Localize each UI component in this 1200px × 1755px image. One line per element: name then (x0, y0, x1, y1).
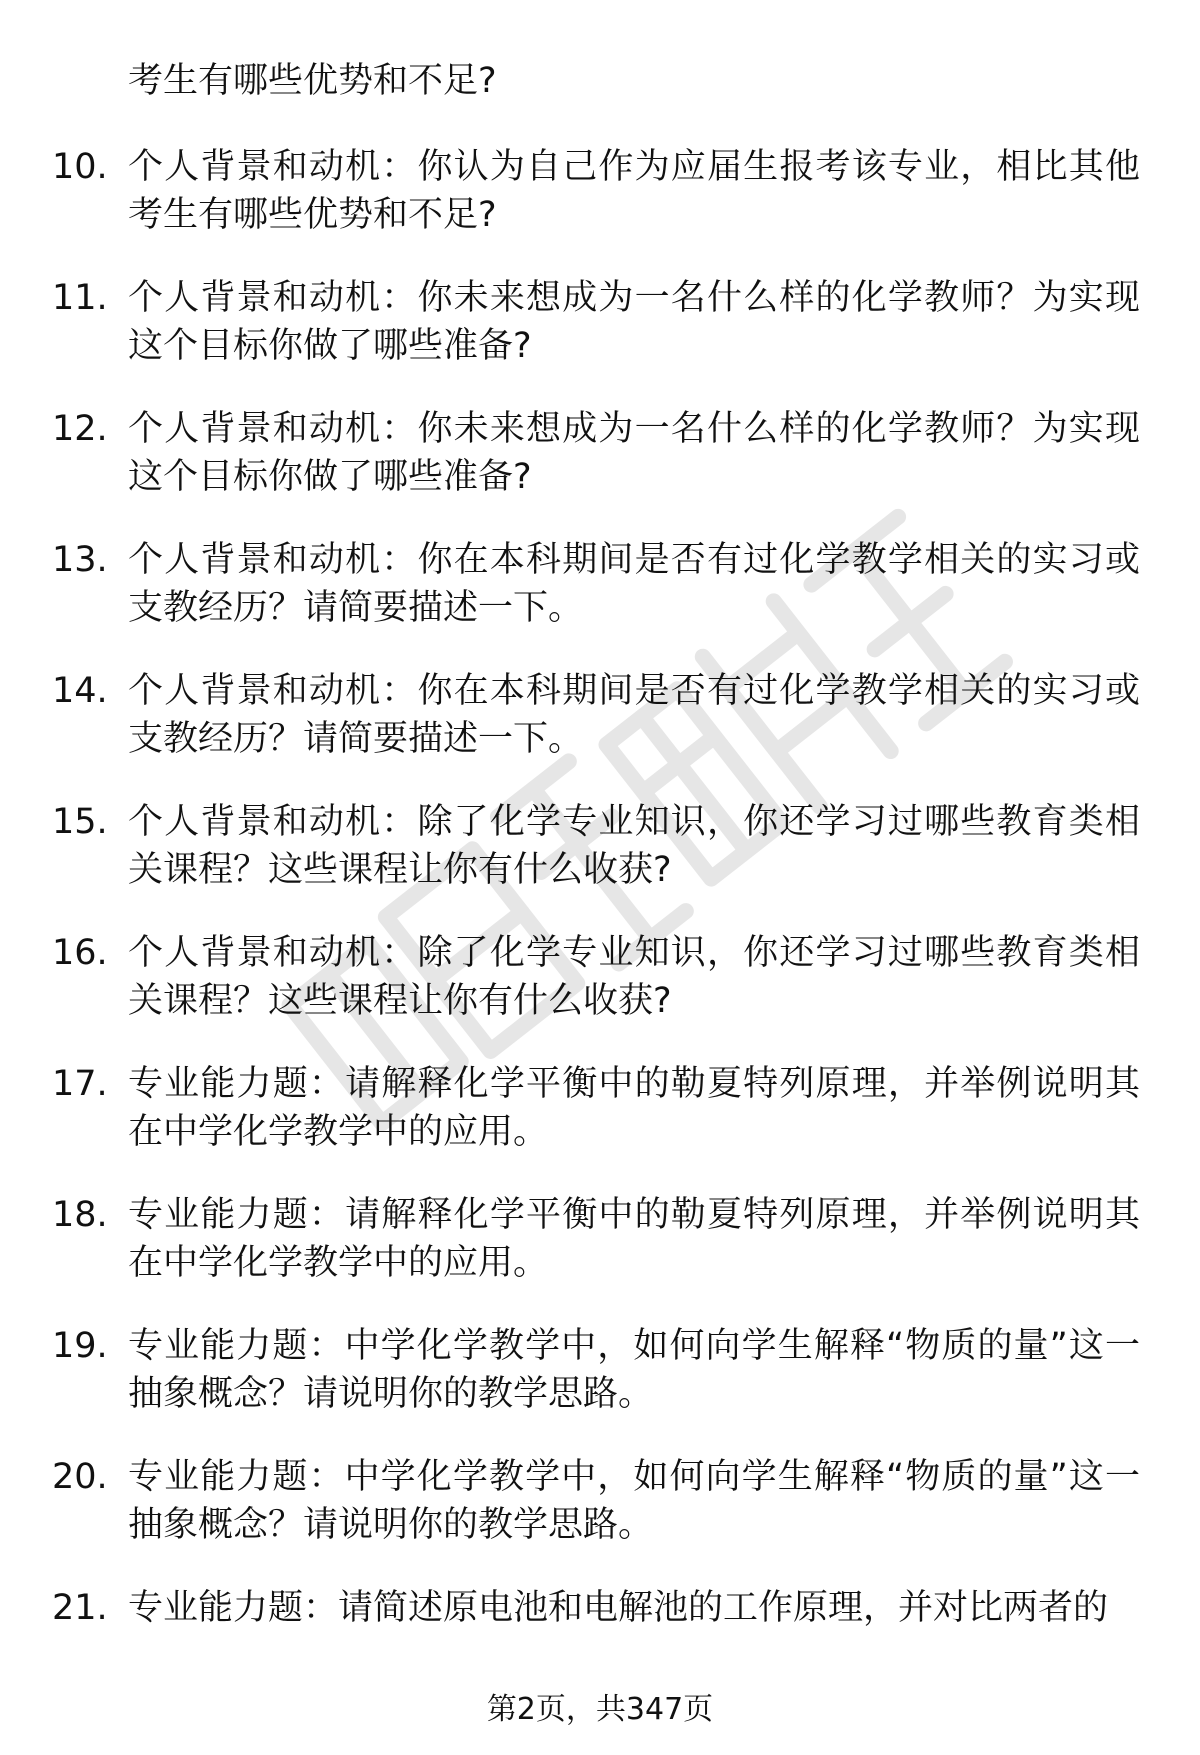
list-item (0, 1453, 1200, 1584)
list-item (0, 929, 1200, 1060)
question-text: 专业能力题：中学化学教学中，如何向学生解释“物质的量”这一抽象概念？请说明你的教学思路。 (128, 1457, 1140, 1545)
list-item (0, 798, 1200, 929)
question-number: 10. (52, 147, 108, 187)
list-item (0, 1322, 1200, 1453)
list-item (0, 274, 1200, 405)
list-item (0, 667, 1200, 798)
list-item (0, 536, 1200, 667)
question-text: 个人背景和动机：你在本科期间是否有过化学教学相关的实习或支教经历？请简要描述一下。 (128, 540, 1140, 628)
continuation-text: 考生有哪些优势和不足? (128, 61, 497, 101)
question-text: 个人背景和动机：除了化学专业知识，你还学习过哪些教育类相关课程？这些课程让你有什么收获? (128, 802, 1140, 890)
question-text: 个人背景和动机：除了化学专业知识，你还学习过哪些教育类相关课程？这些课程让你有什么收获? (128, 933, 1140, 1021)
question-list (0, 143, 1200, 1715)
question-text: 个人背景和动机：你在本科期间是否有过化学教学相关的实习或支教经历？请简要描述一下。 (128, 671, 1140, 759)
question-number: 16. (52, 933, 108, 973)
question-text: 专业能力题：中学化学教学中，如何向学生解释“物质的量”这一抽象概念？请说明你的教学思路。 (128, 1326, 1140, 1414)
question-number: 15. (52, 802, 108, 842)
list-item (0, 405, 1200, 536)
question-text: 专业能力题：请解释化学平衡中的勒夏特列原理，并举例说明其在中学化学教学中的应用。 (128, 1064, 1140, 1152)
question-number: 20. (52, 1457, 108, 1497)
question-number: 21. (52, 1588, 108, 1628)
question-number: 18. (52, 1195, 108, 1235)
question-text: 个人背景和动机：你未来想成为一名什么样的化学教师？为实现这个目标你做了哪些准备? (128, 409, 1140, 497)
question-number: 14. (52, 671, 108, 711)
question-text: 个人背景和动机：你认为自己作为应届生报考该专业，相比其他考生有哪些优势和不足? (128, 147, 1140, 235)
question-text: 个人背景和动机：你未来想成为一名什么样的化学教师？为实现这个目标你做了哪些准备? (128, 278, 1140, 366)
question-number: 19. (52, 1326, 108, 1366)
question-text: 专业能力题：请解释化学平衡中的勒夏特列原理，并举例说明其在中学化学教学中的应用。 (128, 1195, 1140, 1283)
list-item (0, 1060, 1200, 1191)
list-item (0, 1191, 1200, 1322)
question-number: 17. (52, 1064, 108, 1104)
question-text: 专业能力题：请简述原电池和电解池的工作原理，并对比两者的 (128, 1588, 1109, 1628)
question-number: 13. (52, 540, 108, 580)
list-item (0, 143, 1200, 274)
page-footer: 第2页，共347页 (486, 1692, 714, 1727)
question-number: 12. (52, 409, 108, 449)
question-number: 11. (52, 278, 108, 318)
